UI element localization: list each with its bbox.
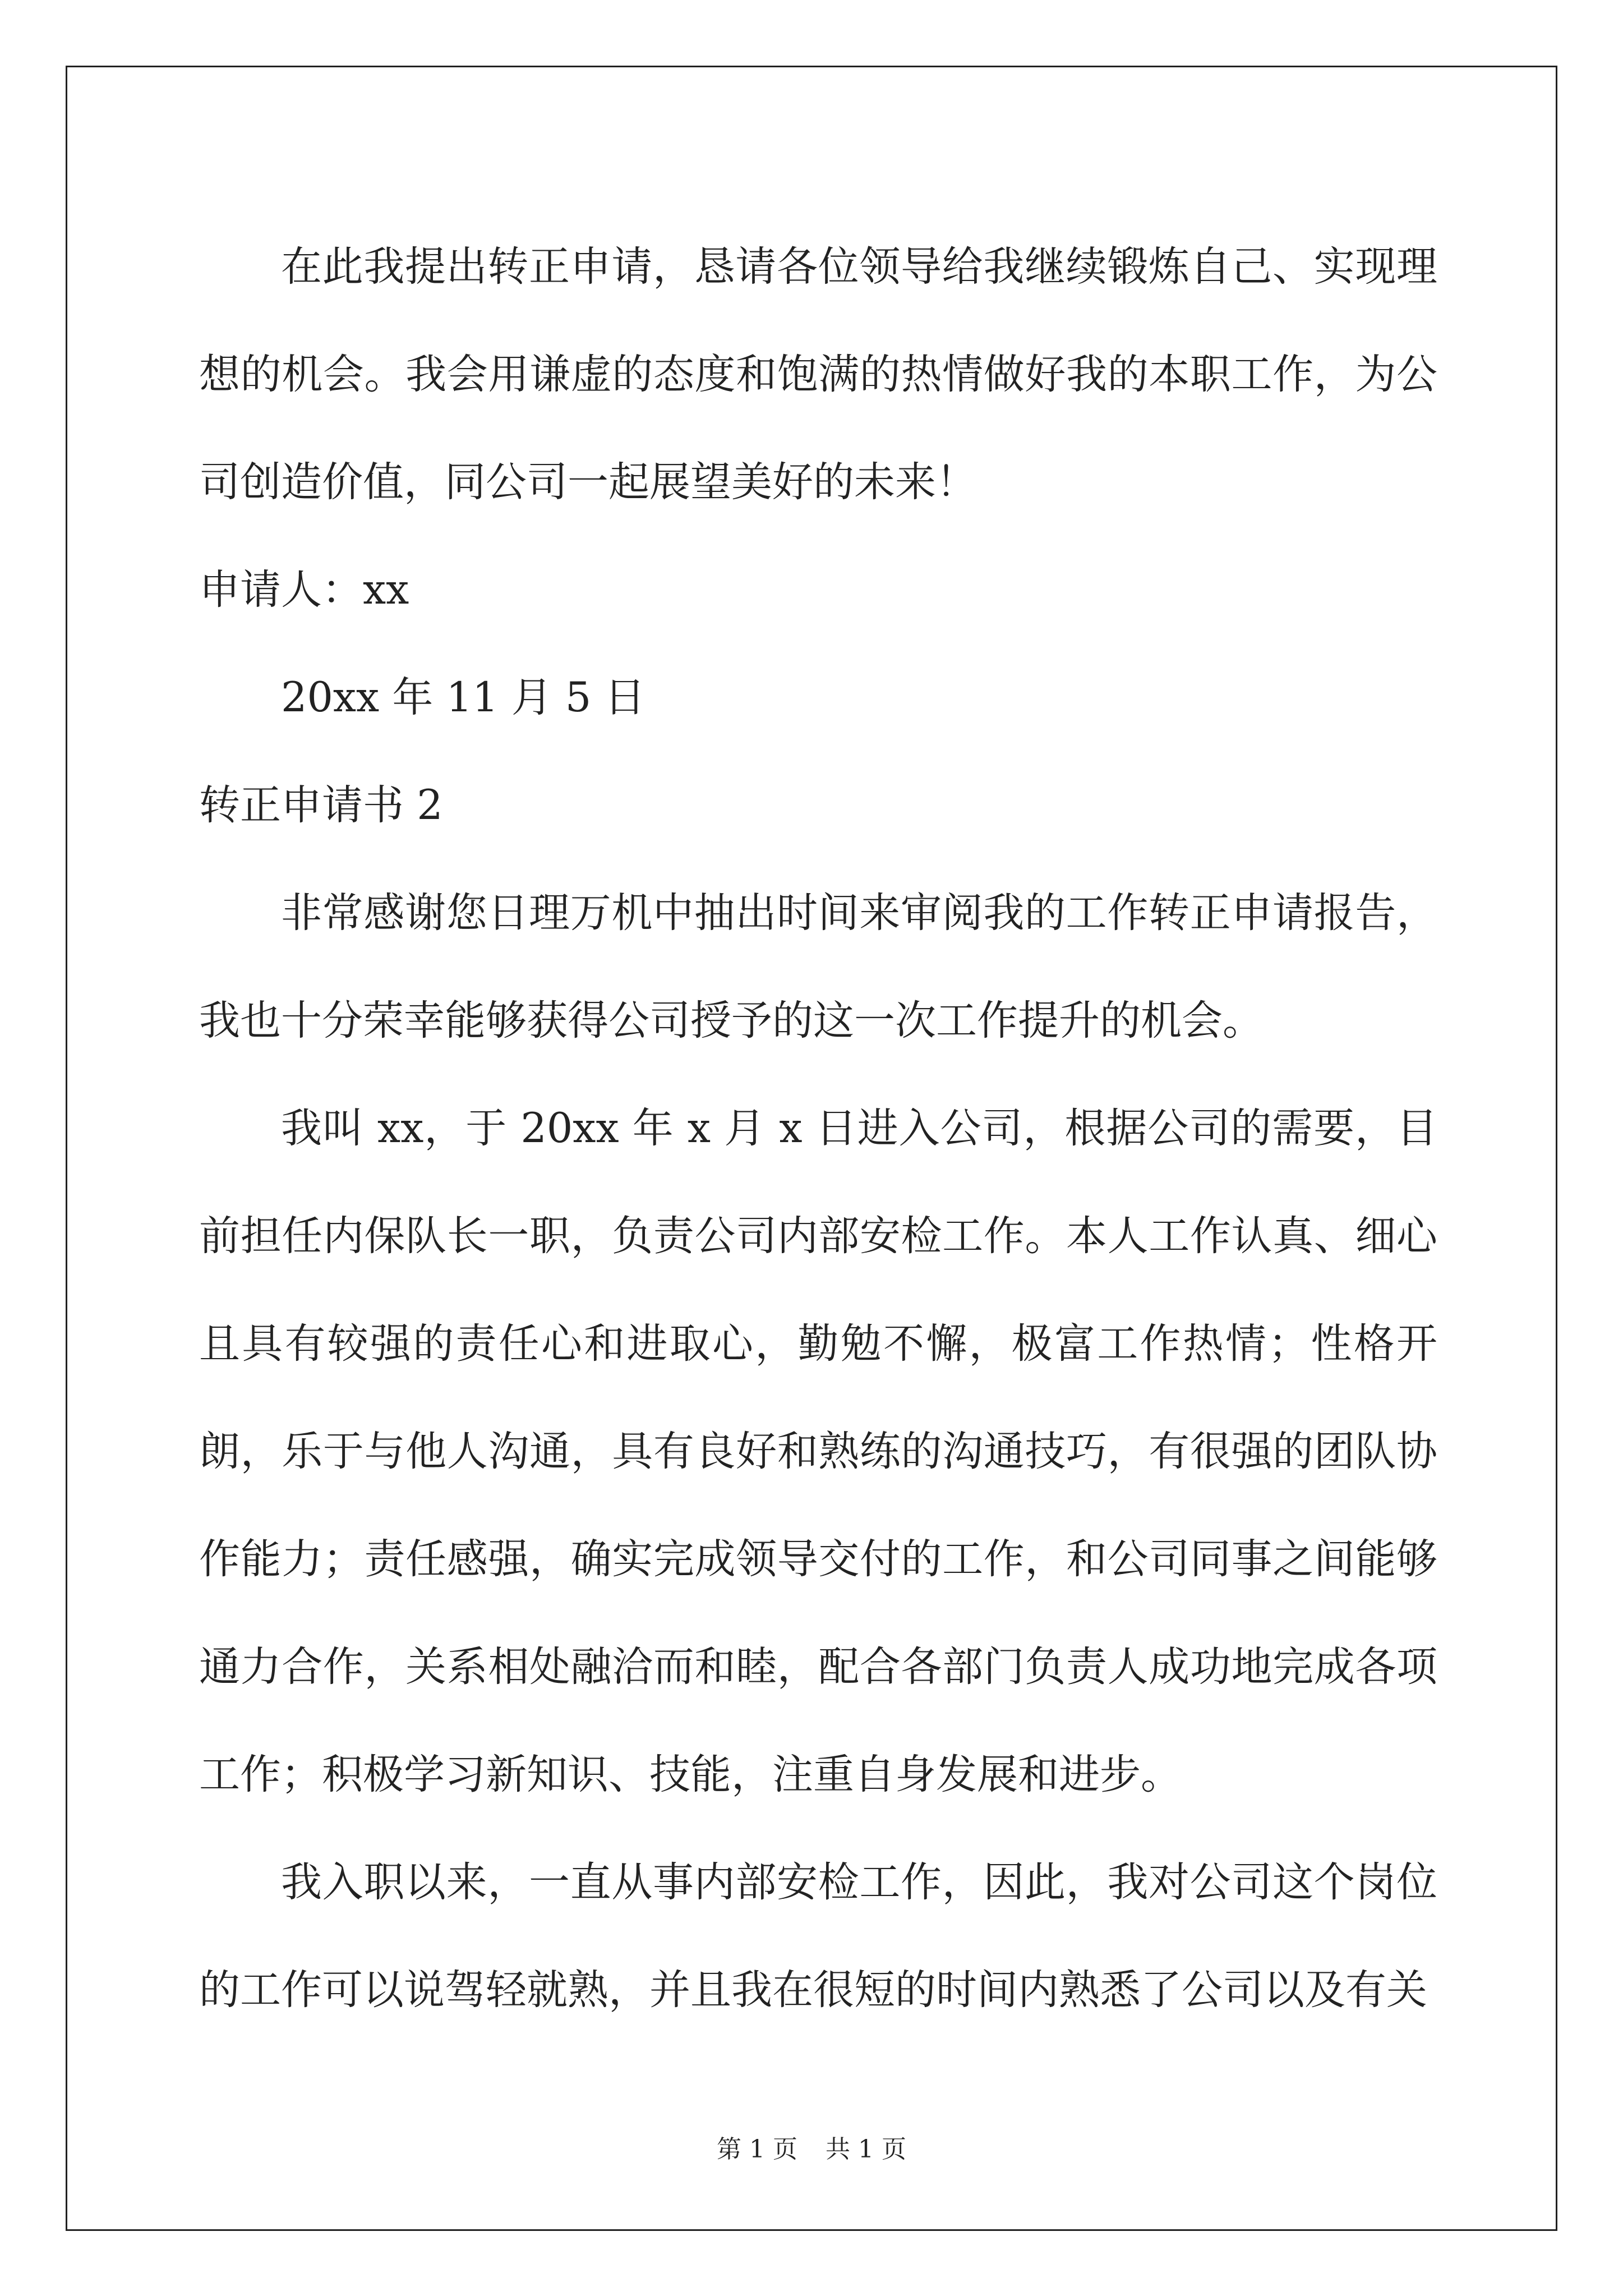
applicant-line: 申请人：xx <box>199 566 409 614</box>
page-footer <box>0 2129 1623 2165</box>
paragraph-introduction: 我叫 xx，于 20xx 年 x 月 x 日进入公司，根据公司的需要，目前担任内保队长一职，负责公司内部安检工作。本人工作认真、细心且具有较强的责任心和进取心，勤勉不懈，极富工作热情；性格开朗，乐于与他人沟通，具有良好和熟练的沟通技巧，有很强的团队协作能力；责任感强，确实完成领导交付的工作，和公司同事之间能够通力合作，关系相处融洽而和睦，配合各部门负责人成功地完成各项工作；积极学习新知识、技能，注重自身发展和进步。 <box>199 1105 1437 1798</box>
paragraph-closing-request: 在此我提出转正申请，恳请各位领导给我继续锻炼自己、实现理想的机会。我会用谦虚的态度和饱满的热情做好我的本职工作，为公司创造价值，同公司一起展望美好的未来！ <box>199 243 1437 506</box>
page-total: 共 1 页 <box>826 2135 906 2164</box>
date-line: 20xx 年 11 月 5 日 <box>281 674 645 721</box>
page-number: 第 1 页 <box>717 2135 797 2164</box>
section-title: 转正申请书 2 <box>199 781 443 829</box>
document-body <box>199 213 1437 2044</box>
paragraph-thanks: 非常感谢您日理万机中抽出时间来审阅我的工作转正申请报告，我也十分荣幸能够获得公司授予的这一次工作提升的机会。 <box>199 889 1437 1045</box>
paragraph-experience: 我入职以来，一直从事内部安检工作，因此，我对公司这个岗位的工作可以说驾轻就熟，并且我在很短的时间内熟悉了公司以及有关 <box>199 1858 1437 2014</box>
